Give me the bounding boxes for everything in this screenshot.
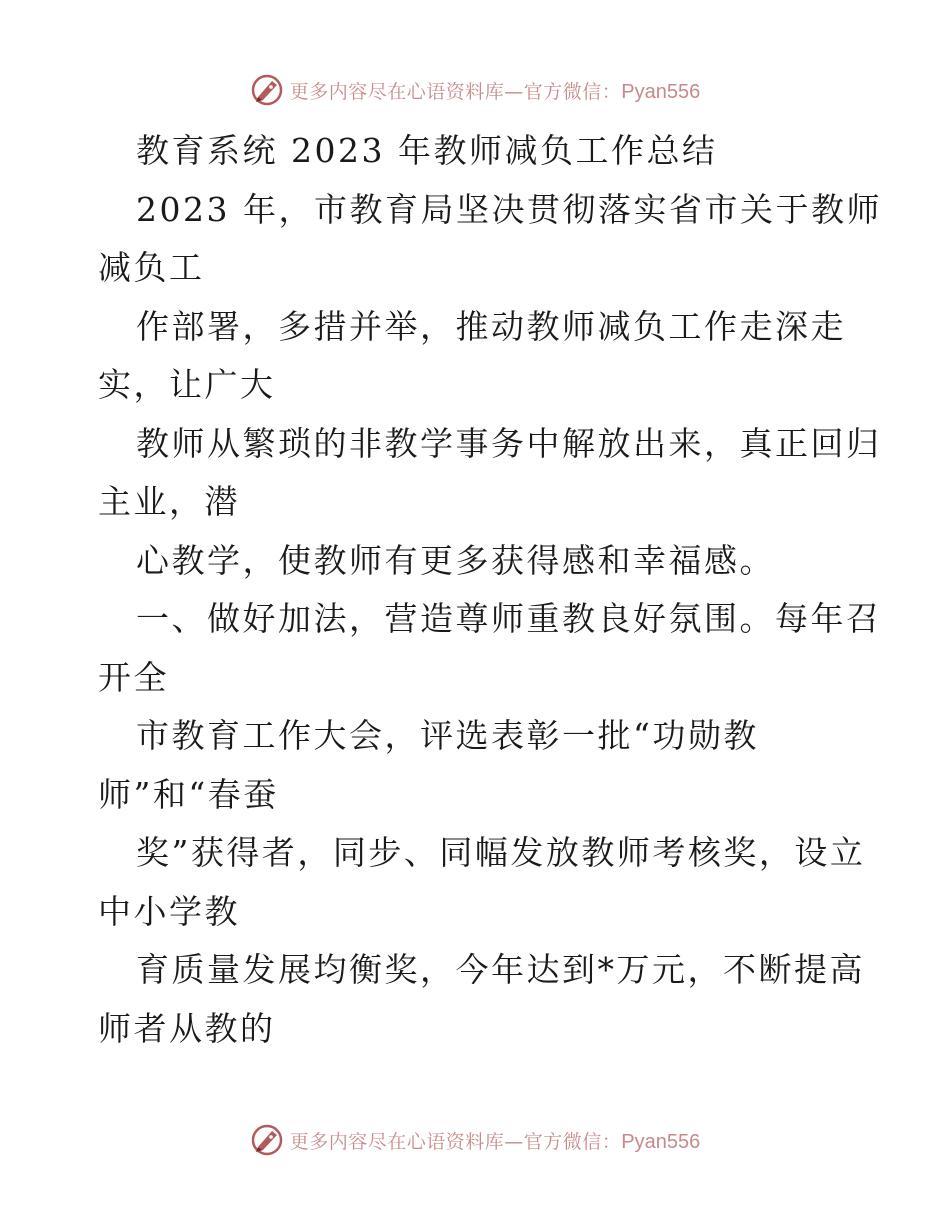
text-line: 主业，潜	[98, 482, 240, 521]
text-line: 心教学，使教师有更多获得感和幸福感。	[136, 540, 775, 580]
text-line: 教师从繁琐的非教学事务中解放出来，真正回归	[136, 423, 882, 463]
watermark-account: Pyan556	[621, 1130, 701, 1153]
text-line: 实，让广大	[98, 365, 276, 404]
pen-nib-logo-icon	[250, 73, 284, 107]
watermark-text: 更多内容尽在心语资料库—官方微信：Pyan556	[289, 80, 701, 103]
text-line: 2023 年，市教育局坚决贯彻落实省市关于教师	[136, 189, 882, 229]
watermark-account: Pyan556	[621, 80, 701, 103]
watermark-text: 更多内容尽在心语资料库—官方微信：Pyan556	[289, 1130, 701, 1153]
text-line: 一、做好加法，营造尊师重教良好氛围。每年召	[136, 599, 882, 638]
text-line: 育质量发展均衡奖，今年达到*万元，不断提高	[136, 950, 865, 989]
header-watermark	[0, 70, 950, 110]
text-line: 减负工	[98, 248, 205, 287]
text-line: 师”和“春蚕	[98, 774, 279, 814]
text-line: 奖”获得者，同步、同幅发放教师考核奖，设立	[136, 833, 866, 872]
text-line: 师者从教的	[98, 1008, 276, 1048]
text-line: 开全	[98, 657, 169, 697]
text-line: 作部署，多措并举，推动教师减负工作走深走	[136, 306, 846, 346]
text-line: 市教育工作大会，评选表彰一批“功勋教	[136, 716, 759, 755]
pen-nib-logo-icon	[250, 1123, 284, 1157]
text-line: 教育系统 2023 年教师减负工作总结	[136, 131, 718, 170]
document-body	[98, 122, 882, 1058]
footer-watermark	[0, 1120, 950, 1160]
text-line: 中小学教	[98, 891, 240, 931]
